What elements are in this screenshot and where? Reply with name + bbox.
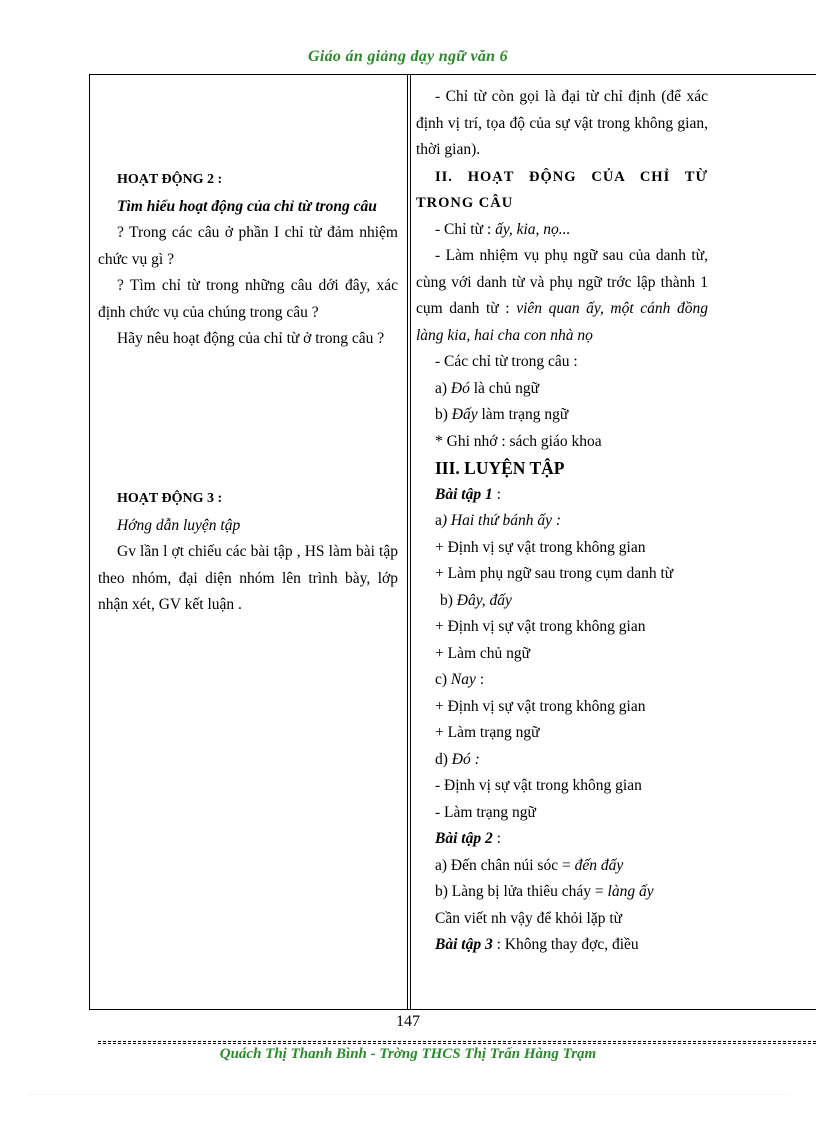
faint-guide-line <box>30 1094 790 1095</box>
right-column <box>416 84 708 954</box>
column-divider <box>407 75 408 1009</box>
item-b-adverbial: b) Đấy làm trạng ngữ <box>435 406 569 423</box>
exercise-2-note: Cần viết nh vậy để khỏi lặp từ <box>435 909 623 927</box>
exercise-2-heading: Bài tập 2 : <box>435 830 501 847</box>
activity-2-heading: HOẠT ĐỘNG 2 : <box>117 172 223 187</box>
exercise-1d-line2: - Làm trạng ngữ <box>435 803 536 821</box>
section-2-heading: II. HOẠT ĐỘNG CỦA CHỈ TỪ TRONG CÂU <box>416 168 708 211</box>
in-sentence-line: - Các chỉ từ trong câu : <box>435 353 578 370</box>
exercise-1b: b) Đây, đấy <box>440 591 512 609</box>
exercise-1c: c) Nay : <box>435 671 485 688</box>
activity-3-text: Gv lần l ợt chiếu các bài tập , HS làm bài tập theo nhóm, đại diện nhóm lên trình bày, lớp nhận xét, GV kết luận . <box>98 543 398 613</box>
page-number: 147 <box>396 1013 420 1030</box>
intro-text: - Chỉ từ còn gọi là đại từ chỉ định (để xác định vị trí, tọa độ của sự vật trong không gian, thời gian). <box>416 88 708 158</box>
exercise-2a: a) Đến chân núi sóc = đến đấy <box>435 856 624 874</box>
exercise-1a-line1: + Định vị sự vật trong không gian <box>435 538 646 556</box>
exercise-1a-line2: + Làm phụ ngữ sau trong cụm danh từ <box>435 565 674 582</box>
activity-3-block <box>98 486 398 619</box>
section-3-heading: III. LUYỆN TẬP <box>435 458 565 478</box>
demonstratives-line: - Chỉ từ : ấy, kia, nọ... <box>435 220 571 238</box>
exercise-1c-line2: + Làm trạng ngữ <box>435 724 540 741</box>
question-1: ? Trong các câu ở phần I chỉ từ đảm nhiệm chức vụ gì ? <box>98 224 398 268</box>
exercise-1c-line1: + Định vị sự vật trong không gian <box>435 697 646 715</box>
footer-author: Quách Thị Thanh Bình - Trờng THCS Thị Trấn Hàng Trạm <box>219 1046 597 1062</box>
remember-note: * Ghi nhớ : sách giáo khoa <box>435 432 602 450</box>
activity-3-heading: HOẠT ĐỘNG 3 : <box>117 491 223 506</box>
activity-3-title: Hớng dẫn luyện tập <box>117 516 241 534</box>
exercise-1a: a) Hai thứ bánh ấy : <box>435 512 561 529</box>
exercise-1d: d) Đó : <box>435 750 480 768</box>
exercise-1b-line1: + Định vị sự vật trong không gian <box>435 618 646 635</box>
activity-2-title: Tìm hiểu hoạt động của chỉ từ trong câu <box>117 197 377 215</box>
exercise-1b-line2: + Làm chủ ngữ <box>435 644 531 662</box>
exercise-2b: b) Làng bị lửa thiêu cháy = làng ấy <box>435 883 654 900</box>
exercise-1-heading: Bài tập 1 : <box>435 485 501 503</box>
column-divider-inner <box>410 75 411 1009</box>
question-3: Hãy nêu hoạt động của chỉ từ ở trong câu ? <box>117 330 385 347</box>
header-title: Giáo án giảng dạy ngữ văn 6 <box>308 48 508 65</box>
item-a-subject: a) Đó là chủ ngữ <box>435 379 539 397</box>
activity-2-block <box>98 167 398 353</box>
exercise-1d-line1: - Định vị sự vật trong không gian <box>435 777 642 794</box>
question-2: ? Tìm chỉ từ trong những câu dới đây, xác định chức vụ của chúng trong câu ? <box>98 277 398 321</box>
footer-rule <box>98 1041 816 1042</box>
exercise-3-heading: Bài tập 3 : Không thay đợc, điều <box>435 936 639 953</box>
footer-rule-2 <box>98 1043 816 1044</box>
role-description: - Làm nhiệm vụ phụ ngữ sau của danh từ, cùng với danh từ và phụ ngữ trớc lập thành 1 cụm danh từ : viên quan ấy, một cánh đồng làng kia, hai cha con nhà nọ <box>416 247 708 344</box>
